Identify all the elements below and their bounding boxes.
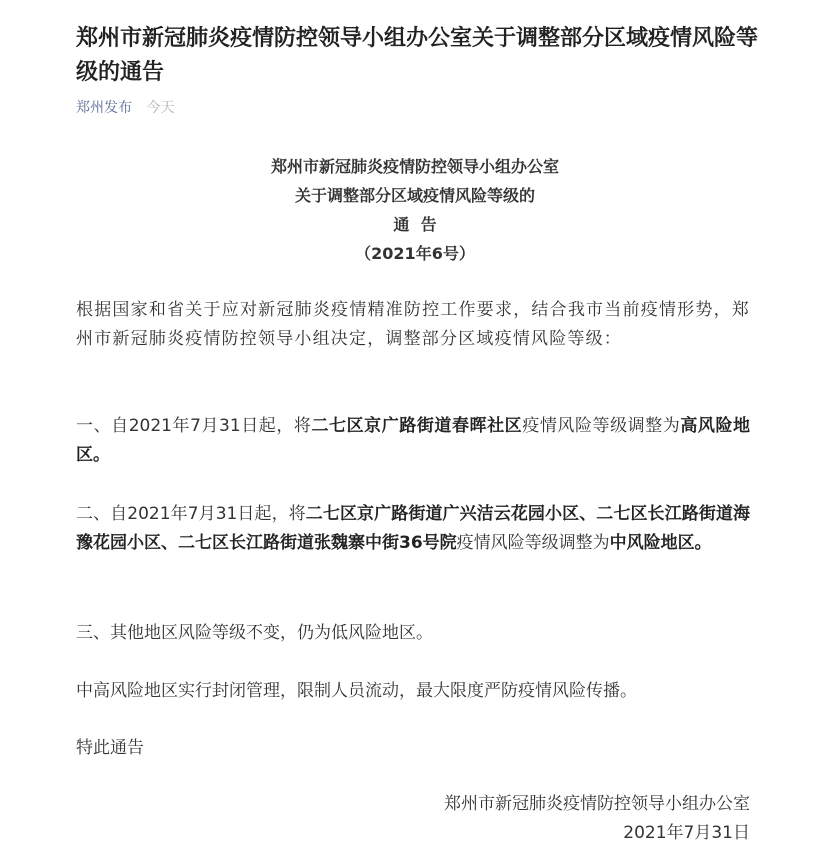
publish-date: 今天 bbox=[146, 100, 175, 116]
control-paragraph: 中高风险地区实行封闭管理，限制人员流动，最大限度严防疫情风险传播。 bbox=[76, 681, 637, 701]
closing-paragraph: 特此通告 bbox=[76, 738, 144, 758]
notice-kind: 通 告 bbox=[393, 215, 437, 234]
item-two-prefix: 二、自2021年7月31日起，将 bbox=[76, 504, 306, 524]
item-one-level: 高风险地区。 bbox=[76, 416, 751, 465]
item-three-paragraph: 三、其他地区风险等级不变，仍为低风险地区。 bbox=[76, 623, 433, 643]
item-one-middle: 疫情风险等级调整为 bbox=[522, 416, 681, 436]
signature-block bbox=[444, 790, 750, 848]
item-one-area: 二七区京广路街道春晖社区 bbox=[311, 416, 523, 436]
signature-date: 2021年7月31日 bbox=[623, 823, 750, 843]
item-two-level: 中风险地区。 bbox=[609, 533, 712, 553]
notice-subject: 关于调整部分区域疫情风险等级的 bbox=[294, 186, 535, 205]
signature-org: 郑州市新冠肺炎疫情防控领导小组办公室 bbox=[444, 794, 750, 814]
item-one-paragraph bbox=[76, 412, 750, 470]
item-two-middle: 疫情风险等级调整为 bbox=[456, 533, 610, 553]
notice-number: （2021年6号） bbox=[355, 244, 475, 263]
account-name-link[interactable]: 郑州发布 bbox=[76, 100, 132, 116]
notice-heading bbox=[0, 152, 830, 268]
article-meta bbox=[76, 98, 174, 118]
intro-paragraph: 根据国家和省关于应对新冠肺炎疫情精准防控工作要求，结合我市当前疫情形势，郑州市新冠肺炎疫情防控领导小组决定，调整部分区域疫情风险等级： bbox=[76, 300, 750, 349]
item-two-areas: 二七区京广路街道广兴洁云花园小区、二七区长江路街道海豫花园小区、二七区长江路街道张魏寨中街36号院 bbox=[76, 504, 750, 553]
article-title: 郑州市新冠肺炎疫情防控领导小组办公室关于调整部分区域疫情风险等级的通告 bbox=[76, 26, 759, 85]
item-one-prefix: 一、自2021年7月31日起，将 bbox=[76, 416, 312, 436]
notice-org: 郑州市新冠肺炎疫情防控领导小组办公室 bbox=[270, 157, 559, 176]
item-two-paragraph bbox=[76, 500, 750, 558]
